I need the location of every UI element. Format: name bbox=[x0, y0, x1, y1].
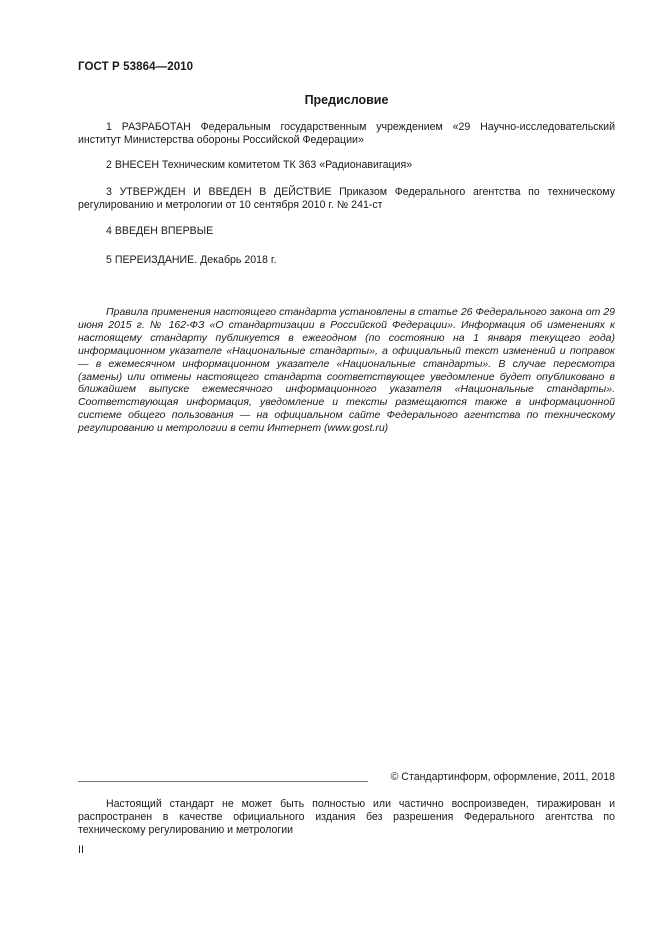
copyright-line: © Стандартинформ, оформление, 2011, 2018 bbox=[390, 771, 615, 783]
preface-item-text: 4 ВВЕДЕН ВПЕРВЫЕ bbox=[106, 225, 214, 237]
standard-number: ГОСТ Р 53864—2010 bbox=[78, 61, 194, 73]
preface-item-text: 5 ПЕРЕИЗДАНИЕ. Декабрь 2018 г. bbox=[106, 254, 277, 266]
preface-item-3 bbox=[78, 186, 615, 212]
preface-item-text: 1 РАЗРАБОТАН Федеральным государственным учреждением «29 Научно-исследовательский институт Министерства обороны Российской Федерации» bbox=[78, 121, 615, 146]
preface-item-4 bbox=[78, 225, 615, 238]
reproduction-notice: Настоящий стандарт не может быть полностью или частично воспроизведен, тиражирован и распространен в качестве официального издания без разрешения Федерального агентства по техническому регулированию и метрологии bbox=[78, 798, 615, 836]
page-number: II bbox=[78, 844, 84, 856]
preface-title: Предисловие bbox=[304, 93, 389, 107]
preface-item-text: 3 УТВЕРЖДЕН И ВВЕДЕН В ДЕЙСТВИЕ Приказом Федерального агентства по техническому регулированию и метрологии от 10 сентября 2010 г. № 241-ст bbox=[78, 186, 615, 211]
preface-item-2 bbox=[78, 159, 615, 172]
preface-item-1 bbox=[78, 121, 615, 147]
application-rules-notice: Правила применения настоящего стандарта установлены в статье 26 Федерального закона от 29 июня 2015 г. № 162-ФЗ «О стандартизации в Российской Федерации». Информация об изменениях к настоящему стандарту публикуется в ежегодном (по состоянию на 1 января текущего года) информационном указателе «Национальные стандарты», а официальный текст изменений и поправок — в ежемесячном информационном указателе «Национальные стандарты». В случае пересмотра (замены) или отмены настоящего стандарта соответствующее уведомление будет опубликовано в ближайшем выпуске ежемесячного информационного указателя «Национальные стандарты». Соответствующая информация, уведомление и тексты размещаются также в информационной системе общего пользования — на официальном сайте Федерального агентства по техническому регулированию и метрологии в сети Интернет (www.gost.ru) bbox=[78, 306, 615, 435]
footer-divider bbox=[78, 781, 368, 782]
preface-item-text: 2 ВНЕСЕН Техническим комитетом ТК 363 «Радионавигация» bbox=[106, 159, 413, 171]
preface-item-5 bbox=[78, 254, 615, 267]
